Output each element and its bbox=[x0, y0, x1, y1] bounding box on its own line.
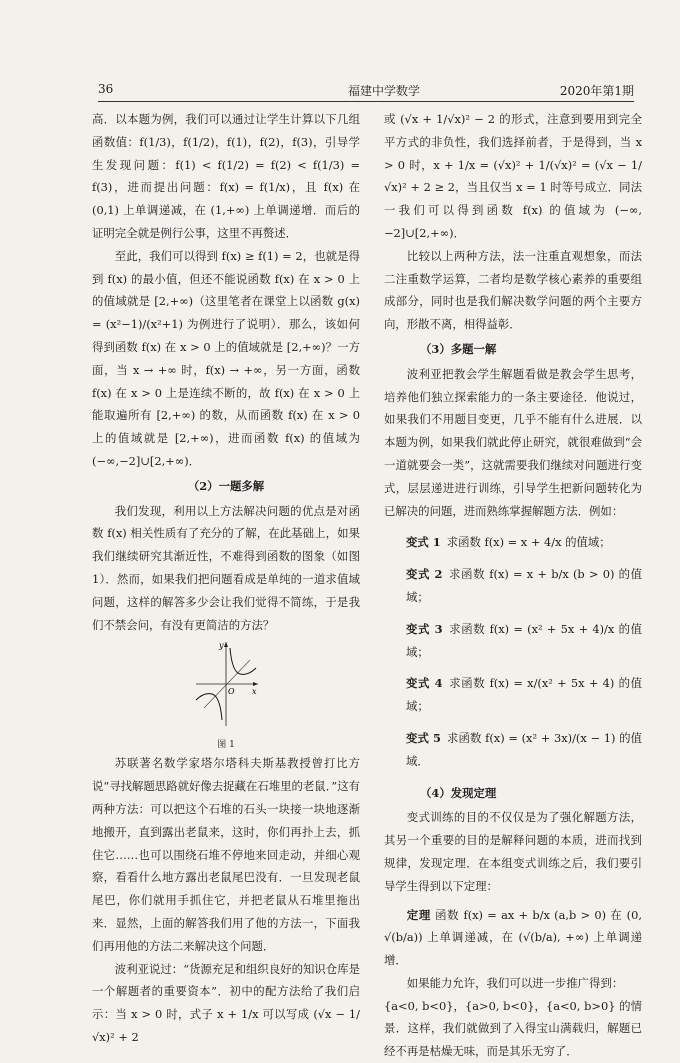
variant-text: 求函数 f(x) = x/(x² + 5x + 4) 的值域； bbox=[406, 676, 642, 714]
paragraph: 我们发现，利用以上方法解决问题的优点是对函数 f(x) 相关性质有了充分的了解，在此基础上，如果我们继续研究其渐近性，不难得到函数的图象（如图1）．然而，如果我们把问题看成是单纯的一道求值域问题，这样的解答多少会让我们觉得不简练，于是我们不禁会问，有没有更简洁的方法？ bbox=[92, 503, 360, 632]
right-column bbox=[384, 108, 642, 1063]
paragraph: 变式训练的目的不仅仅是为了强化解题方法，其另一个重要的目的是解释问题的本质，进而找到规律，发现定理．在本组变式训练之后，我们要引导学生得到以下定理： bbox=[384, 810, 642, 893]
header-rule bbox=[98, 101, 634, 102]
variant-label: 变式 3 bbox=[406, 621, 443, 636]
variant-label: 变式 4 bbox=[406, 676, 443, 691]
variant-label: 变式 1 bbox=[406, 535, 441, 550]
variant-text: 求函数 f(x) = (x² + 3x)/(x − 1) 的值域． bbox=[406, 730, 642, 768]
origin-label: O bbox=[228, 687, 235, 697]
x-label: x bbox=[252, 687, 257, 697]
left-column bbox=[92, 108, 360, 1049]
variant-text: 求函数 f(x) = (x² + 5x + 4)/x 的值域； bbox=[406, 621, 642, 659]
function-graph bbox=[192, 638, 262, 730]
theorem-label: 定理 bbox=[406, 907, 431, 922]
curve-branch-left bbox=[196, 694, 222, 720]
paragraph: 如果能力允许，我们可以进一步推广得到： bbox=[406, 975, 624, 990]
section-heading: （3）多题一解 bbox=[420, 341, 497, 356]
theorem-text: 函数 f(x) = ax + b/x (a,b > 0) 在 (0, √(b/a)) 上单调递减，在 (√(b/a), +∞) 上单调递增． bbox=[384, 907, 642, 968]
variant-text: 求函数 f(x) = x + 4/x 的值域； bbox=[446, 535, 611, 550]
page-number: 36 bbox=[98, 82, 114, 96]
paragraph: 高．以本题为例，我们可以通过让学生计算以下几组函数值：f(1/3)，f(1/2)，f(1)，f(2)，f(3)，引导学生发现问题：f(1) < f(1/2) = f(2) < f(1/3) = f(3)，进而提出问题：f(x) = f(1/x)，且 f(x) 在 (0,1) 上单调递减，在 (1,+∞) 上单调递增．而后的证明完全就是例行公事，这里不再赘述． bbox=[92, 112, 360, 240]
variant-label: 变式 2 bbox=[406, 567, 443, 582]
variant-item bbox=[406, 727, 642, 773]
variant-item bbox=[406, 531, 642, 554]
curve-branch-right bbox=[230, 648, 256, 674]
paragraph: 苏联著名数学家塔尔塔科夫斯基教授曾打比方说“寻找解题思路就好像去捉藏在石堆里的老鼠．”这有两种方法：可以把这个石堆的石头一块接一块地逐渐地搬开，直到露出老鼠来，这时，你们再扑上去，抓住它……也可以围绕石堆不停地来回走动，并细心观察，看看什么地方露出老鼠尾巴没有．一旦发现老鼠尾巴，你们就用手抓住它，并把老鼠从石堆里拖出来．显然，上面的解答我们用了他的方法一，下面我们再用他的方法二来解决这个问题． bbox=[92, 756, 360, 953]
figure-1 bbox=[92, 638, 360, 751]
issue-label: 2020年第1期 bbox=[559, 84, 634, 98]
variant-item bbox=[406, 618, 642, 664]
variant-item bbox=[406, 672, 642, 718]
y-axis-arrow bbox=[224, 642, 228, 647]
variant-label: 变式 5 bbox=[406, 730, 441, 745]
variant-item bbox=[406, 563, 642, 609]
paragraph bbox=[384, 995, 642, 1063]
paragraph: 或 (√x + 1/√x)² − 2 的形式，注意到要用到完全平方式的非负性，我们选择前者，于是得到，当 x > 0 时，x + 1/x = (√x)² + 1/(√x)² = (√x − 1/√x)² + 2 ≥ 2，当且仅当 x = 1 时等号成立．同法一我们可以得到函数 f(x) 的值域为 (−∞,−2]∪[2,+∞)． bbox=[384, 112, 642, 240]
y-label: y bbox=[219, 641, 224, 651]
section-heading: （2）一题多解 bbox=[187, 478, 265, 493]
paragraph: 波利亚把教会学生解题看做是教会学生思考，培养他们独立探索能力的一条主要途径．他说过，如果我们不用题目变更，几乎不能有什么进展．以本题为例，如果我们就此停止研究，就很难做到“会一道就要会一类”，这就需要我们继续对问题进行变式，层层递进进行训练，引导学生把新问题转化为已解决的问题，进而熟练掌握解题方法．例如： bbox=[384, 366, 642, 518]
x-axis-arrow bbox=[253, 682, 258, 686]
figure-caption: 图 1 bbox=[217, 740, 235, 751]
variant-text: 求函数 f(x) = x + b/x (b > 0) 的值域； bbox=[406, 567, 642, 604]
paragraph: 波利亚说过：“货源充足和组织良好的知识仓库是一个解题者的重要资本”．初中的配方法给了我们启示：当 x > 0 时，式子 x + 1/x 可以写成 (√x − 1/√x)² + 2 bbox=[92, 961, 360, 1044]
section-heading: （4）发现定理 bbox=[420, 785, 497, 800]
running-header bbox=[98, 80, 634, 100]
case-braces: {a<0, b<0}，{a>0, b<0}，{a<0, b>0} bbox=[384, 998, 616, 1013]
paragraph-tail: 的情景．这样，我们就做到了入得宝山满载归，解题已经不再是枯燥无味，而是其乐无穷了． bbox=[384, 998, 642, 1059]
theorem bbox=[384, 904, 642, 972]
paragraph: 至此，我们可以得到 f(x) ≥ f(1) = 2，也就是得到 f(x) 的最小值，但还不能说函数 f(x) 在 x > 0 上的值域就是 [2,+∞)（这里笔者在课堂上以函数 g(x) = (x²−1)/(x²+1) 为例进行了说明）．那么，该如何得到函数 f(x) 在 x > 0 上的值域就是 [2,+∞)？一方面，当 x → +∞ 时，f(x) → +∞，另一方面，函数 f(x) 在 x > 0 上是连续不断的，故 f(x) 在 x > 0 上能取遍所有 [2,+∞) 的数，从而函数 f(x) 在 x > 0 上的值域就是 [2,+∞)，进而函数 f(x) 的值域为 (−∞,−2]∪[2,+∞)． bbox=[92, 248, 360, 468]
paragraph: 比较以上两种方法，法一注重直观想象，而法二注重数学运算，二者均是数学核心素养的重要组成部分，同时也是我们解决数学问题的两个主要方向，形散不离，相得益彰． bbox=[384, 248, 642, 332]
journal-name: 福建中学数学 bbox=[348, 84, 421, 98]
